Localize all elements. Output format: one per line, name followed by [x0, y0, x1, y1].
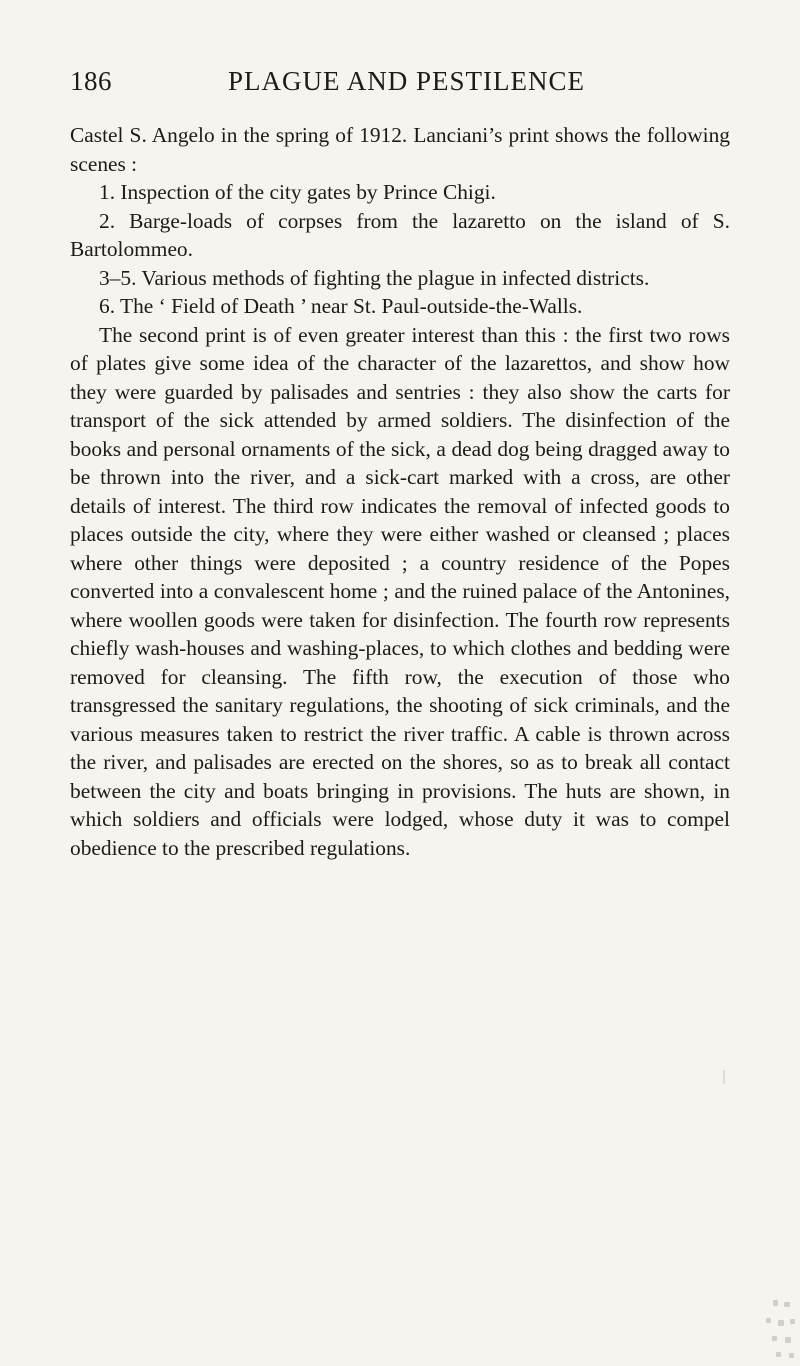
- scan-speck: [784, 1302, 790, 1307]
- scan-speck: [789, 1353, 794, 1358]
- paragraph-intro: Castel S. Angelo in the spring of 1912. Lanciani’s print shows the following scenes :: [70, 123, 730, 176]
- paragraph-second-print: The second print is of even greater interest than this : the first two rows of plates give some idea of the character of the lazarettos, and show how they were guarded by palisades and sentries : they also show the carts for transport of the sick attended by armed soldiers. The disinfection of the books and personal ornaments of the sick, a dead dog being dragged away to be thrown into the river, and a sick-cart marked with a cross, are other details of interest. The third row indicates the removal of infected goods to places outside the city, where they were either washed or cleansed ; places where other things were deposited ; a country residence of the Popes converted into a convalescent home ; and the ruined palace of the Antonines, where woollen goods were taken for disinfection. The fourth row represents chiefly wash-houses and washing-places, to which clothes and bedding were removed for cleansing. The fifth row, the execution of those who transgressed the sanitary regulations, the shooting of sick criminals, and the various measures taken to restrict the river traffic. A cable is thrown across the river, and palisades are erected on the shores, so as to break all contact between the city and boats bringing in provisions. The huts are shown, in which soldiers and officials were lodged, whose duty it was to compel obedience to the prescribed regulations.: [70, 322, 730, 860]
- running-head: [70, 66, 730, 106]
- scan-speck: [773, 1300, 778, 1306]
- scan-speck: [723, 1070, 725, 1084]
- list-item-scene-6: 6. The ‘ Field of Death ’ near St. Paul-outside-the-Walls.: [99, 294, 583, 318]
- list-item-scenes-3-5: 3–5. Various methods of fighting the plague in infected districts.: [99, 265, 650, 290]
- scan-speck: [776, 1352, 781, 1357]
- body-text: [70, 121, 730, 862]
- running-title: PLAGUE AND PESTILENCE: [228, 66, 585, 96]
- page-number: 186: [70, 66, 112, 96]
- scan-speck: [778, 1320, 784, 1326]
- scan-speck: [785, 1337, 791, 1343]
- list-item-scene-2: 2. Barge-loads of corpses from the lazaretto on the island of S. Bartolommeo.: [70, 208, 730, 261]
- list-item-scene-1: 1. Inspection of the city gates by Prince Chigi.: [99, 180, 496, 204]
- scan-speck: [772, 1336, 777, 1341]
- scan-speck: [790, 1319, 795, 1324]
- scan-speck: [766, 1318, 771, 1323]
